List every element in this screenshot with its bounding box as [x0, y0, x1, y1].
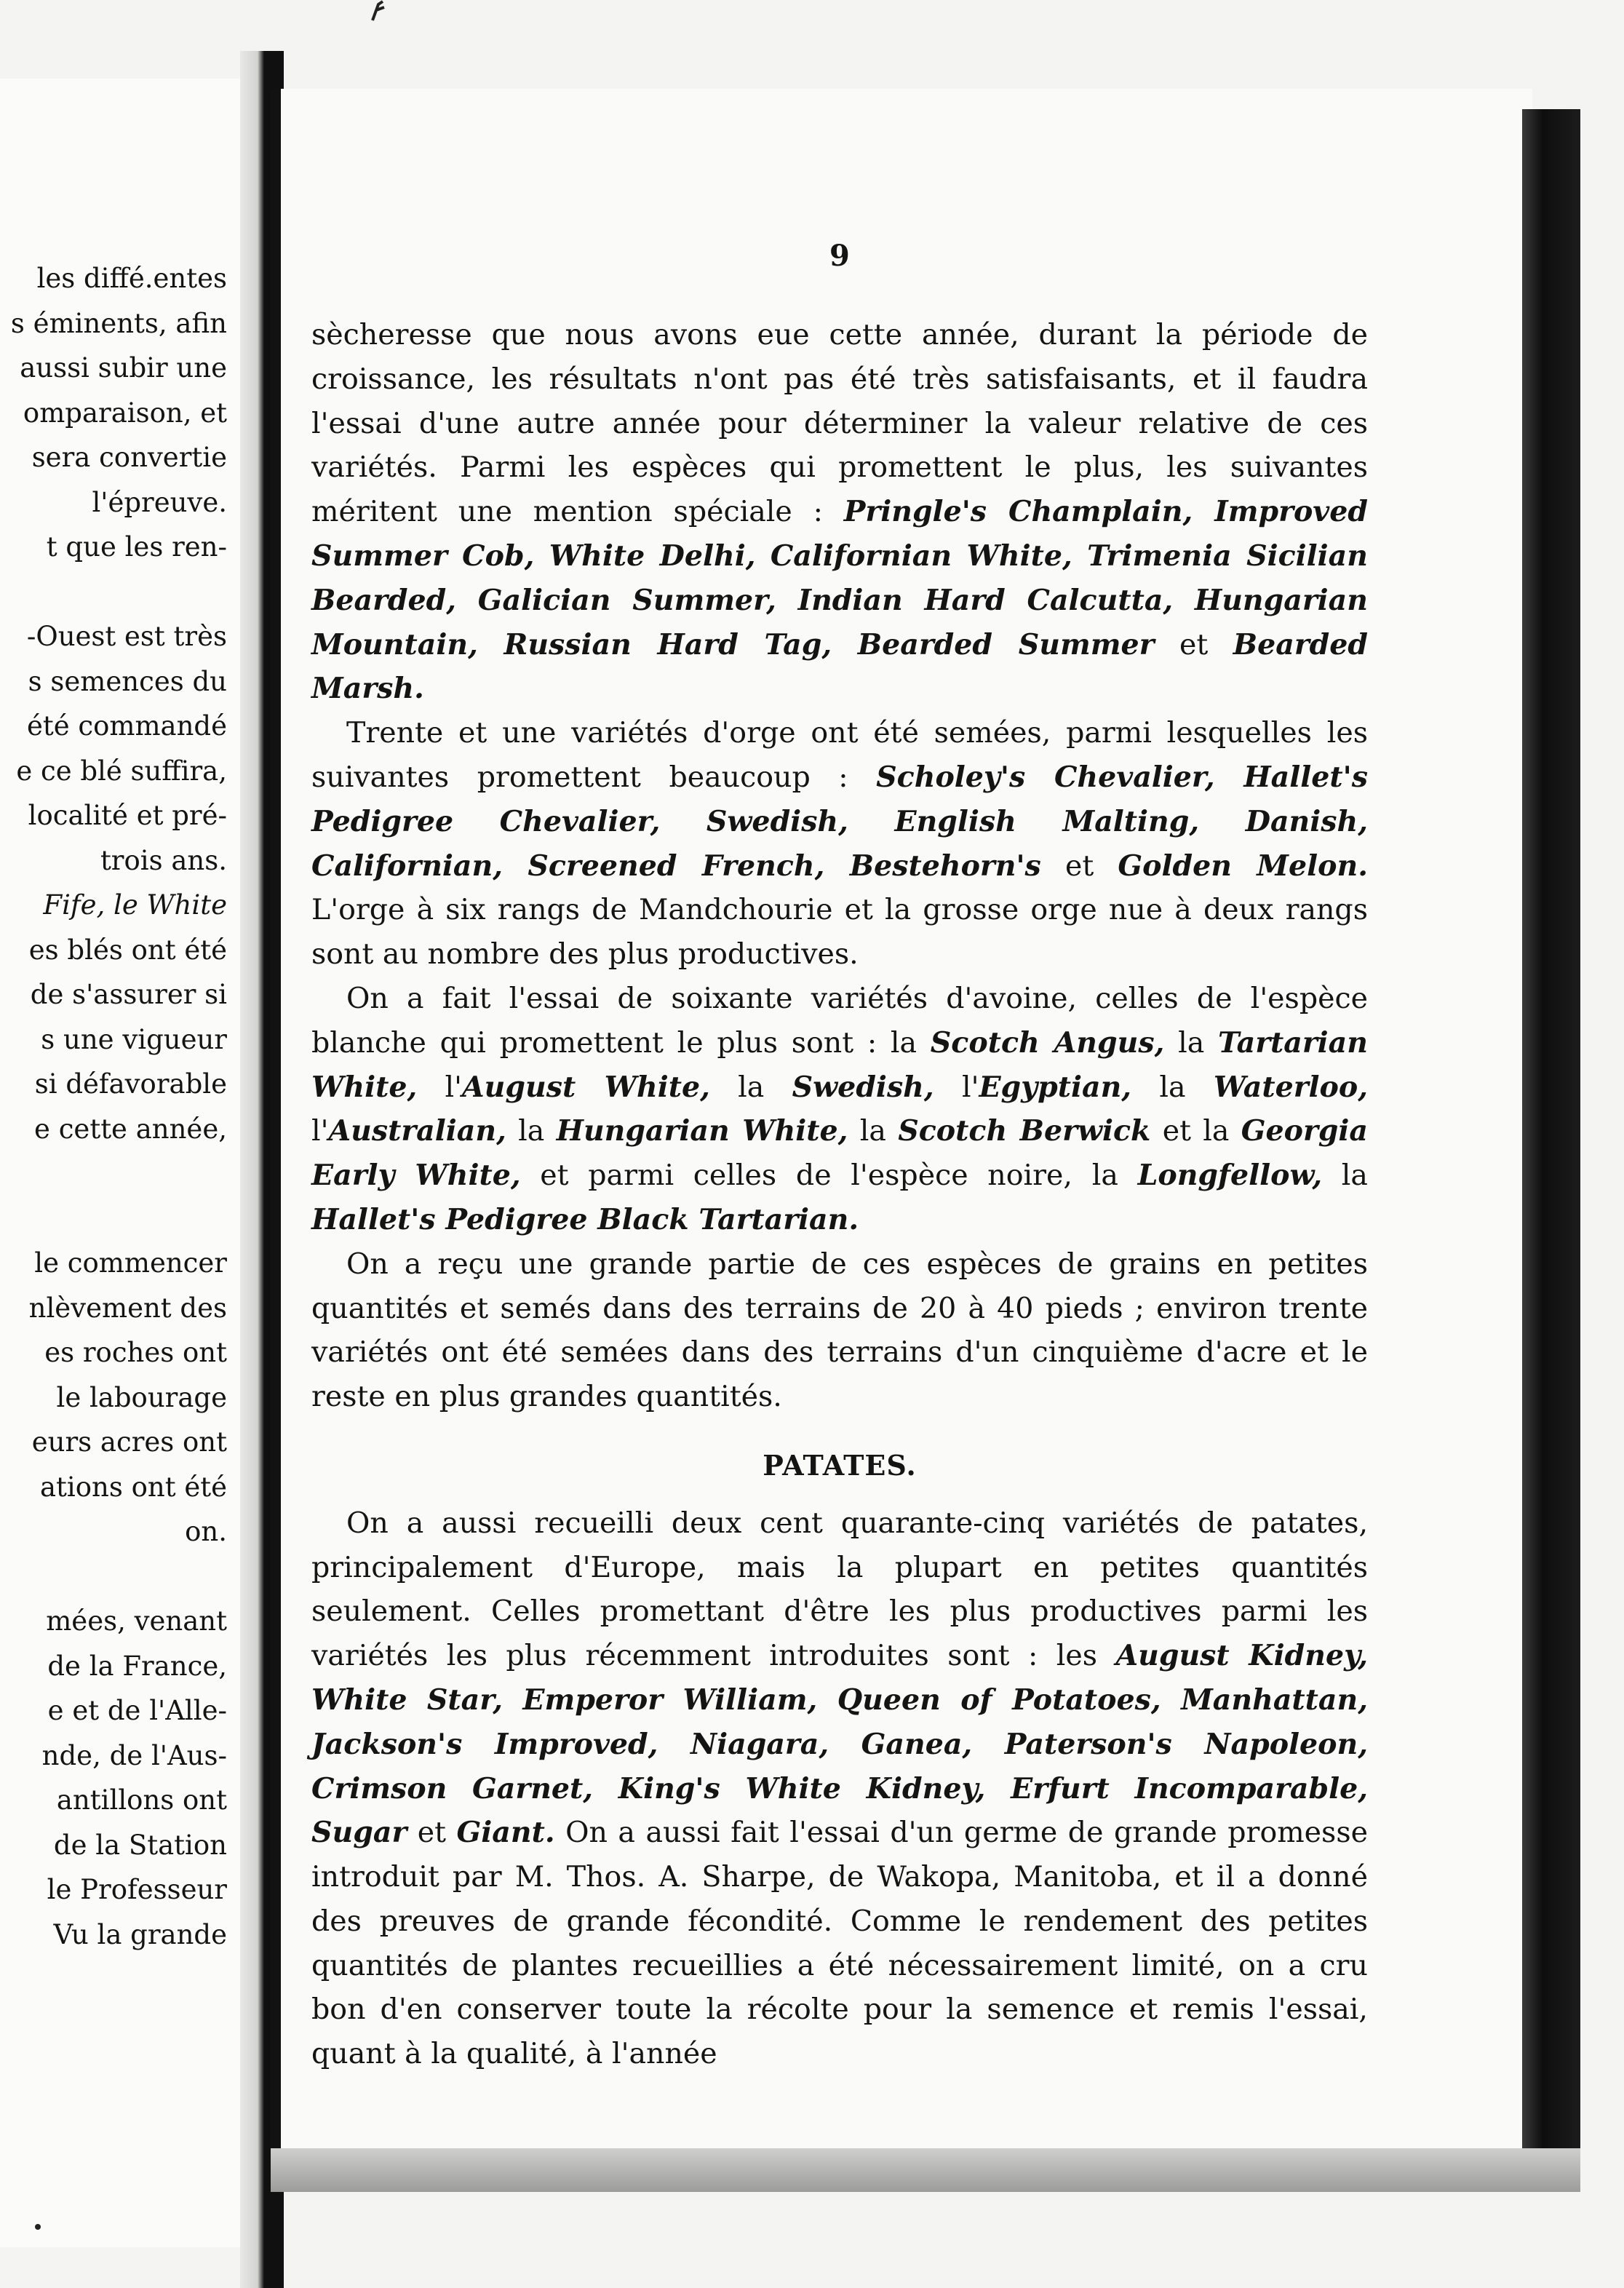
- paragraph-barley: Trente et une variétés d'orge ont été semées, parmi lesquelles les suivantes promettent beaucoup : Scholey's Chevalier, Hallet's Pedigree Chevalier, Swedish, English Malting, Danish, Californian, Screened French, Bestehorn's et Golden Melon. L'orge à six rangs de Mandchourie et la grosse orge nue à deux rangs sont au nombre des plus productives.: [311, 716, 1368, 972]
- paragraph-grain-quantities: On a reçu une grande partie de ces espèces de grains en petites quantités et semés dans des terrains de 20 à 40 pieds ; environ trente variétés ont été semées dans des terrains d'un cinquième d'acre et le reste en plus grandes quantités.: [311, 1247, 1368, 1414]
- ink-mark: [370, 0, 389, 22]
- paragraph-oats: On a fait l'essai de soixante variétés d'avoine, celles de l'espèce blanche qui promettent le plus sont : la Scotch Angus, la Tartarian White, l'August White, la Swedish, l'Egyptian, la Waterloo, l'Australian, la Hungarian White, la Scotch Berwick et la Georgia Early White, et parmi celles de l'espèce noire, la Longfellow, la Hallet's Pedigree Black Tartarian.: [311, 981, 1368, 1236]
- left-page-line: antillons ont: [56, 1784, 227, 1816]
- page-edge-shadow: [1522, 109, 1580, 2161]
- left-page-line: de la France,: [47, 1650, 227, 1682]
- left-page-line: nde, de l'Aus-: [41, 1739, 227, 1771]
- left-page-line: localité et pré-: [28, 800, 227, 831]
- left-page-line: e et de l'Alle-: [47, 1695, 227, 1726]
- left-page-line: de la Station: [53, 1829, 227, 1861]
- paragraph-potatoes: On a aussi recueilli deux cent quarante-cinq variétés de patates, principalement d'Europe, mais la plupart en petites quantités seulement. Celles promettant d'être les plus productives parmi les variétés les plus récemment introduites sont : les August Kidney, White Star, Emperor William, Queen of Potatoes, Manhattan, Jackson's Improved, Niagara, Ganea, Paterson's Napoleon, Crimson Garnet, King's White Kidney, Erfurt Incomparable, Sugar et Giant. On a aussi fait l'essai d'un germe de grande promesse introduit par M. Thos. A. Sharpe, de Wakopa, Manitoba, et il a donné des preuves de grande fécondité. Comme le rendement des petites quantités de plantes recueillies a été nécessairement limité, on a cru bon d'en conserver toute la récolte pour la semence et remis l'essai, quant à la qualité, à l'année: [311, 1506, 1368, 2071]
- left-page-line: le Professeur: [47, 1874, 227, 1905]
- left-page-line: de s'assurer si: [30, 979, 227, 1010]
- page-number: 9: [829, 239, 850, 273]
- left-page-line: t que les ren-: [46, 531, 227, 563]
- paragraph-wheat-varieties: sècheresse que nous avons eue cette année, durant la période de croissance, les résultats n'ont pas été très satisfaisants, et il faudra l'essai d'une autre année pour déterminer la valeur relative de ces variétés. Parmi les espèces qui promettent le plus, les suivantes méritent une mention spéciale : Pringle's Champlain, Improved Summer Cob, White Delhi, Californian White, Trimenia Sicilian Bearded, Galician Summer, Indian Hard Calcutta, Hungarian Mountain, Russian Hard Tag, Bearded Summer et Bearded Marsh.: [311, 318, 1368, 706]
- left-page-line: s une vigueur: [41, 1023, 227, 1055]
- left-page-line: Fife, le White: [43, 889, 227, 921]
- left-page-line: es blés ont été: [28, 934, 227, 966]
- left-page-line: e cette année,: [34, 1113, 227, 1145]
- left-page-line: été commandé: [26, 710, 227, 742]
- left-page-line: s éminents, afin: [10, 307, 227, 339]
- left-page-line: mées, venant: [46, 1605, 227, 1637]
- left-page-line: trois ans.: [100, 844, 227, 876]
- left-page-line: le labourage: [56, 1381, 227, 1413]
- left-page-line: s semences du: [28, 665, 227, 697]
- left-page-line: le commencer: [34, 1247, 227, 1279]
- left-page-line: sera convertie: [31, 442, 227, 473]
- ink-dot: [35, 2224, 41, 2230]
- left-page-line: es roches ont: [44, 1337, 227, 1368]
- left-page-line: Vu la grande: [53, 1918, 227, 1950]
- left-page-line: nlèvement des: [28, 1292, 227, 1324]
- left-page-line: les diffé.entes: [36, 263, 227, 294]
- section-heading: PATATES.: [763, 1448, 917, 1482]
- left-page-line: eurs acres ont: [31, 1426, 227, 1458]
- body-text: [311, 313, 1368, 2076]
- left-page-line: l'épreuve.: [92, 486, 227, 518]
- previous-page-fragment: [0, 79, 240, 2247]
- page-bottom-edge: [271, 2148, 1580, 2192]
- left-page-line: -Ouest est très: [26, 621, 227, 652]
- left-page-line: ations ont été: [39, 1471, 227, 1503]
- left-page-line: omparaison, et: [23, 397, 227, 429]
- left-page-line: si défavorable: [34, 1068, 227, 1100]
- left-page-line: on.: [185, 1516, 227, 1547]
- left-page-line: e ce blé suffira,: [16, 755, 227, 787]
- left-page-line: aussi subir une: [20, 352, 227, 384]
